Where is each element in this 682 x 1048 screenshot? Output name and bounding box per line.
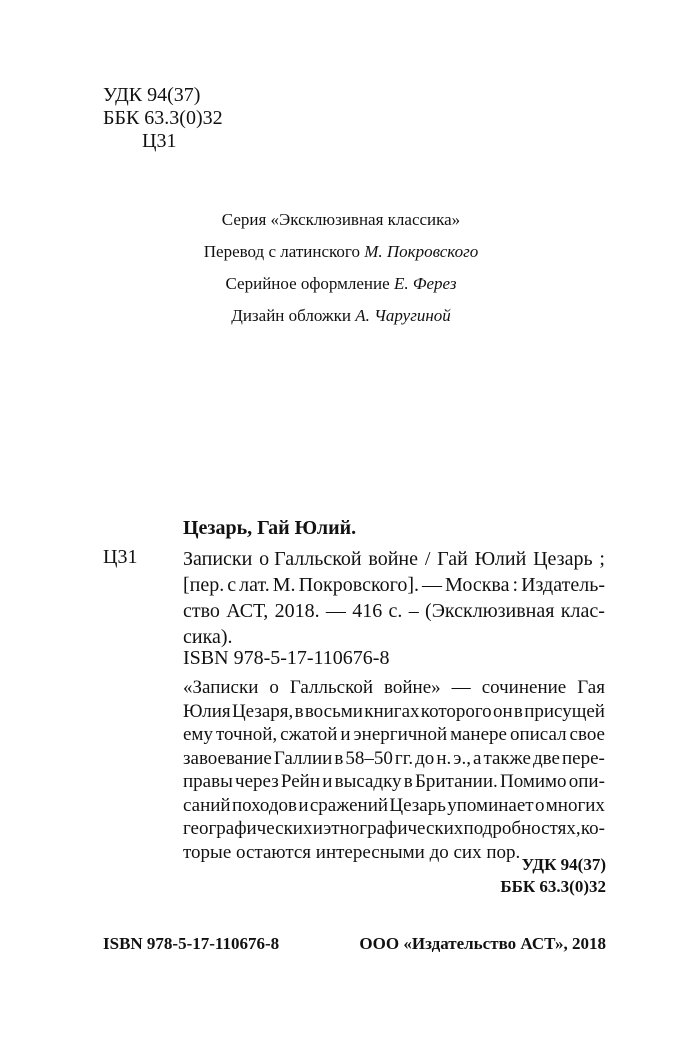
word: – [408, 600, 419, 622]
word: — [325, 600, 346, 622]
word: Покровского]. [298, 574, 420, 596]
word: сражений [309, 794, 389, 816]
word: с [227, 574, 237, 596]
word: о Галльской [259, 548, 362, 570]
translation-label: Перевод с латинского [203, 242, 365, 261]
annotation-line [183, 723, 605, 747]
record-line [183, 546, 605, 572]
word: он [492, 700, 513, 722]
word: энергичной [353, 724, 448, 745]
word: Цезарь [389, 794, 446, 816]
word: гг. [394, 747, 414, 769]
word: Гая [577, 677, 605, 698]
word: — [451, 677, 471, 698]
annotation-line [183, 817, 605, 841]
word: с. [388, 600, 403, 622]
cover-designer-name: А. Чаругиной [355, 306, 451, 325]
word: точной, [215, 724, 278, 745]
word: походов [231, 794, 298, 816]
record-isbn: ISBN 978-5-17-110676-8 [183, 647, 390, 669]
bbk-code-right: ББК 63.3(0)32 [500, 877, 606, 896]
udk-code: УДК 94(37) [103, 84, 201, 106]
word: войне [368, 548, 419, 570]
word: Помимо [499, 771, 567, 792]
word: восьми [304, 700, 363, 722]
word: в [294, 700, 304, 722]
word: книгах [364, 700, 420, 722]
word: э., [453, 747, 471, 769]
word: Издатель- [521, 574, 605, 596]
word: «Записки [183, 677, 259, 698]
word: клас- [560, 600, 605, 622]
word: сочинение [481, 677, 567, 698]
word: о [534, 794, 545, 816]
word: присущей [524, 700, 605, 722]
word: опи- [568, 771, 605, 792]
word: Цезаря, [231, 700, 294, 722]
word: ему [183, 724, 213, 745]
word: Галльской [289, 677, 374, 698]
word: АСТ, [226, 600, 269, 622]
word: н. [436, 747, 452, 769]
credits-block [0, 204, 682, 332]
word: многих [545, 794, 605, 816]
word: через [235, 771, 279, 792]
word: Цезарь [533, 548, 593, 570]
word: две [533, 747, 560, 769]
word: и [340, 724, 351, 745]
footer-isbn: ISBN 978-5-17-110676-8 [103, 934, 280, 953]
record-line [183, 572, 605, 598]
word: а [472, 747, 482, 769]
word: до [415, 747, 435, 769]
word: ко- [580, 818, 605, 839]
word: Юлия [183, 700, 231, 722]
word: правы [183, 771, 233, 792]
word: Британии. [414, 771, 498, 792]
word: лат. [239, 574, 270, 596]
bbk-code: ББК 63.3(0)32 [103, 107, 223, 129]
word: описал [509, 724, 567, 745]
word: и [322, 771, 333, 792]
word: 58–50 [345, 747, 393, 769]
footer-copyright: ООО «Издательство АСТ», 2018 [359, 934, 606, 953]
annotation-line [183, 794, 605, 818]
udk-code-right: УДК 94(37) [521, 855, 606, 874]
annotation-line [183, 747, 605, 771]
word: манере [450, 724, 507, 745]
word: высадку [334, 771, 402, 792]
word: (Эксклюзивная [425, 600, 555, 622]
word: — [422, 574, 443, 596]
word: Гай [437, 548, 468, 570]
classification-codes [103, 84, 223, 153]
word: Галлии [273, 747, 333, 769]
cover-label: Дизайн обложки [231, 306, 356, 325]
word: Москва [445, 574, 510, 596]
word: [пер. [183, 574, 225, 596]
word: упоминает [447, 794, 534, 816]
word: войне» [384, 677, 441, 698]
annotation-line [183, 676, 605, 700]
annotation [183, 676, 605, 864]
word: ; [599, 548, 605, 570]
translation-line [0, 236, 682, 268]
word: завоевание [183, 747, 272, 769]
word: этнографических [323, 818, 464, 839]
word: и [312, 818, 323, 839]
word: 2018. [274, 600, 320, 622]
record-mark: Ц31 [103, 546, 138, 568]
design-label: Серийное оформление [225, 274, 394, 293]
word: географических [183, 818, 313, 839]
word: Рейн [280, 771, 321, 792]
word: подробностях, [463, 818, 581, 839]
word: в [403, 771, 413, 792]
annotation-line [183, 770, 605, 794]
bibliographic-record [183, 546, 605, 650]
word: пере- [562, 747, 605, 769]
word: о [269, 677, 279, 698]
classification-codes-right [500, 854, 606, 898]
record-line [183, 598, 605, 624]
translator-name: М. Покровского [364, 242, 479, 261]
designer-name: Е. Ферез [393, 274, 457, 293]
word: М. [272, 574, 296, 596]
word: : [512, 574, 519, 596]
word: Юлий [474, 548, 527, 570]
word: саний [183, 794, 231, 816]
word: в [513, 700, 523, 722]
word: также [483, 747, 531, 769]
design-line [0, 268, 682, 300]
word: / [424, 548, 431, 570]
series-line: Серия «Эксклюзивная классика» [221, 210, 461, 229]
author-mark: Ц31 [142, 130, 177, 152]
cover-line [0, 300, 682, 332]
word: сжатой [280, 724, 338, 745]
record-author: Цезарь, Гай Юлий. [183, 517, 357, 539]
word: Записки [183, 548, 253, 570]
word: свое [569, 724, 605, 745]
word: сика). [183, 626, 233, 648]
word: торые остаются интересными до сих пор. [183, 841, 521, 863]
word: ство [183, 600, 220, 622]
word: 416 [352, 600, 383, 622]
word: в [334, 747, 344, 769]
annotation-line [183, 700, 605, 724]
word: и [298, 794, 309, 816]
word: которого [420, 700, 492, 722]
